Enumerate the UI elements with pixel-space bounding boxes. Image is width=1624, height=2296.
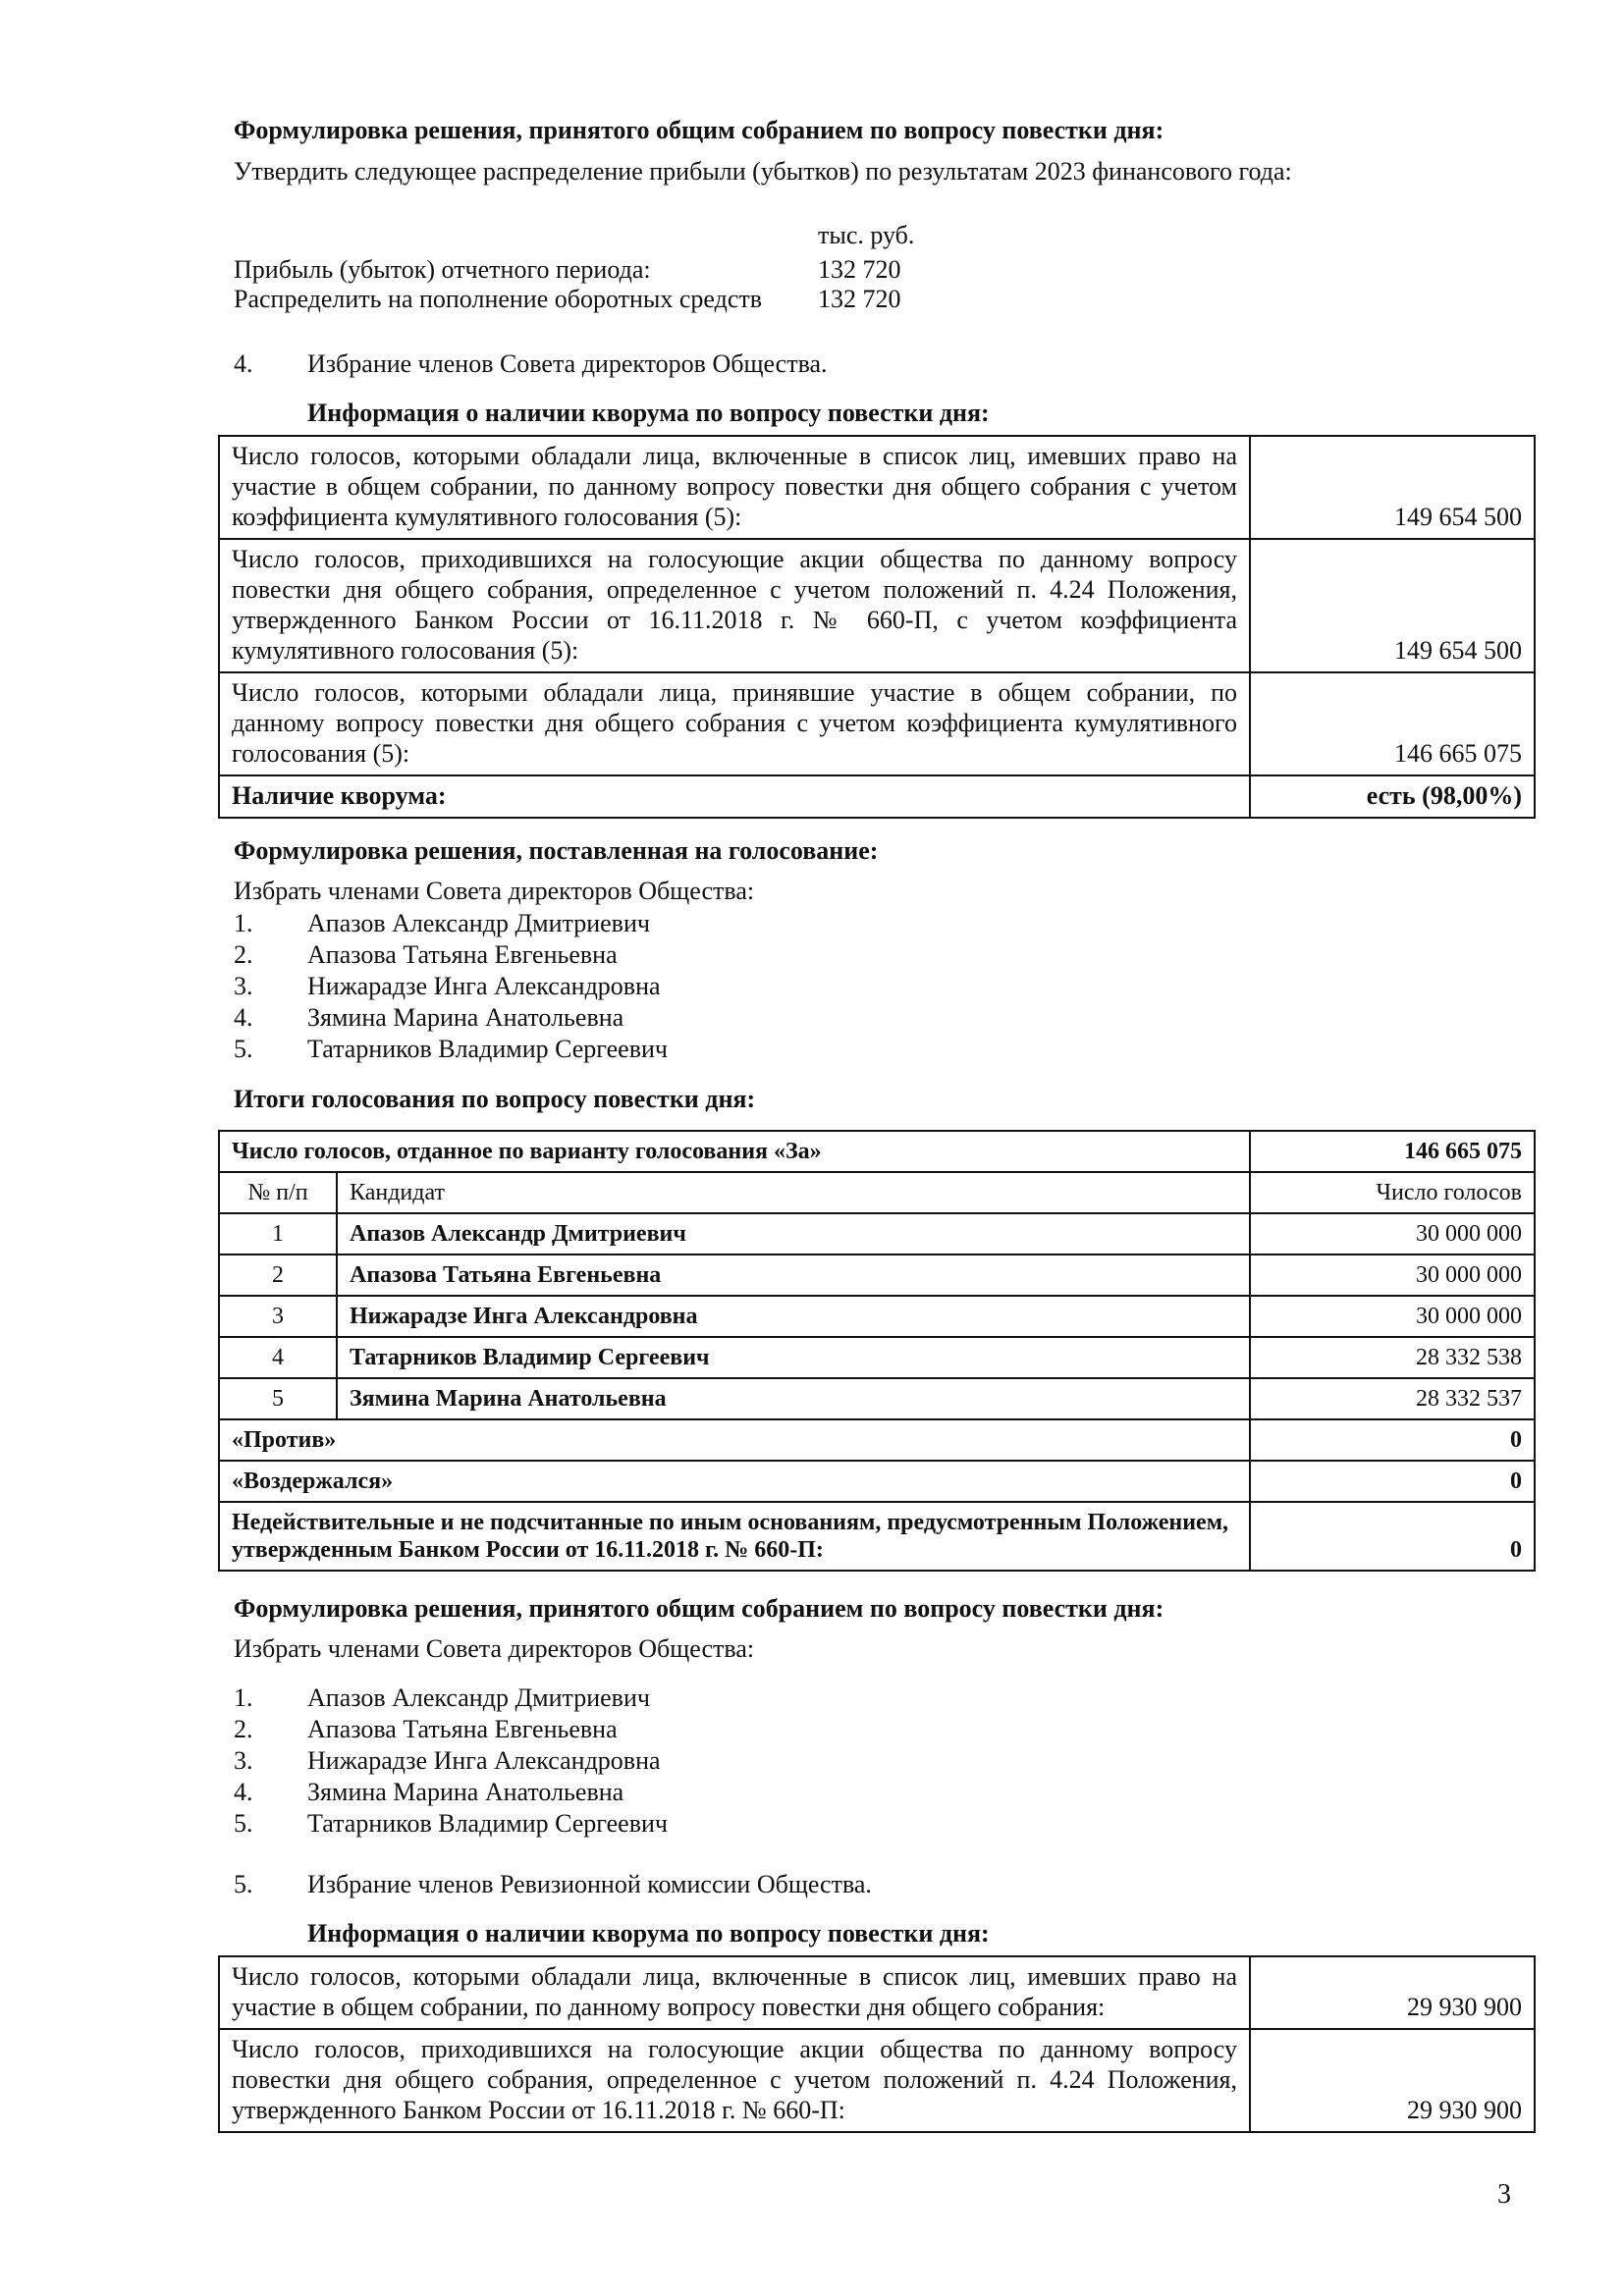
abstain-label: «Воздержался»: [219, 1461, 1250, 1502]
agenda-item-title: Избрание членов Ревизионной комиссии Общества.: [307, 1870, 872, 1898]
quorum-heading: Информация о наличии кворума по вопросу повестки дня:: [307, 399, 990, 427]
candidate-number: 3: [219, 1296, 337, 1337]
quorum-value: есть (98,00%): [1250, 775, 1535, 818]
col-candidate-header: Кандидат: [337, 1172, 1250, 1213]
agenda-item-title: Избрание членов Совета директоров Общества.: [307, 349, 828, 378]
table-row: [219, 1461, 1535, 1502]
candidate-name: Нижарадзе Инга Александровна: [337, 1296, 1250, 1337]
table-row: [219, 775, 1535, 818]
table-row: [219, 1296, 1535, 1337]
col-number-header: № п/п: [219, 1172, 337, 1213]
candidate-name: Апазов Александр Дмитриевич: [337, 1213, 1250, 1255]
quorum-row-text: Число голосов, приходившихся на голосующие акции общества по данному вопросу повестки дня общего собрания, определенное с учетом положений п. 4.24 Положения, утвержденного Банком России от 16.11.2018 г. № 660-П, с учетом коэффициента кумулятивного голосования (5):: [219, 539, 1250, 672]
abstain-value: 0: [1250, 1461, 1535, 1502]
table-row: [219, 1337, 1535, 1378]
quorum-row-value: 149 654 500: [1250, 539, 1535, 672]
for-value: 146 665 075: [1250, 1131, 1535, 1172]
candidate-votes: 30 000 000: [1250, 1296, 1535, 1337]
table-row: [219, 672, 1535, 775]
candidate-votes: 28 332 538: [1250, 1337, 1535, 1378]
quorum-heading: Информация о наличии кворума по вопросу повестки дня:: [307, 1919, 990, 1948]
table-row: [219, 1378, 1535, 1419]
col-votes-header: Число голосов: [1250, 1172, 1535, 1213]
quorum-table: [218, 435, 1536, 819]
candidate-name: Апазова Татьяна Евгеньевна: [337, 1255, 1250, 1296]
candidate-number: 4: [219, 1337, 337, 1378]
invalid-label: Недействительные и не подсчитанные по иным основаниям, предусмотренным Положением, утвержденным Банком России от 16.11.2018 г. № 660-П:: [219, 1502, 1250, 1571]
table-row: [219, 1255, 1535, 1296]
profit-label: Прибыль (убыток) отчетного периода:: [234, 255, 651, 284]
quorum-row-text: Число голосов, которыми обладали лица, включенные в список лиц, имевших право на участие в общем собрании, по данному вопросу повестки дня общего собрания:: [219, 1956, 1250, 2029]
decision-text: Утвердить следующее распределение прибыли (убытков) по результатам 2023 финансового года:: [234, 157, 1292, 186]
quorum-row-value: 29 930 900: [1250, 1956, 1535, 2029]
page-number: 3: [1497, 2179, 1511, 2210]
candidate-name: Татарников Владимир Сергеевич: [337, 1337, 1250, 1378]
table-row: [219, 1213, 1535, 1255]
document-page: Формулировка решения, принятого общим собранием по вопросу повестки дня: Утвердить следующее распределение прибыли (убытков) по результатам 2023 финансового года: тыс. руб. Прибыль (убыток) отчетного периода: 132 720 Распределить на пополнение оборотных средств 132 720 4. Избрание членов Совета директоров Общества. Информация о наличии кворума по вопросу повестки дня: Число голосов, которыми обладали лица, включенные в список лиц, имевших право на участие в общем собрании, по данному вопросу повестки дня общего собрания с учетом коэффициента кумулятивного голосования (5): 149 654 500 Число голосов, приходившихся на голосующие акции общества по данному вопросу повестки дня общего собрания, определенное с учетом положений п. 4.24 Положения, утвержденного Банком России от 16.11.2018 г. № 660-П, с учетом коэффициента кумулятивного голосования (5): 149 654 500 Число голосов, которыми обладали лица, принявшие участие в общем собрании, по данному вопросу повестки дня общего собрания с учетом коэффициента кумулятивного голосования (5): 146 665 075 Наличие кворума: есть (98,00%) Формулировка решения, поставленная на голосование: Избрать членами Совета директоров Общества: 1. Апазов Александр Дмитриевич 2. Апазова Татьяна Евгеньевна 3. Нижарадзе Инга Александровна 4. Зямина Марина Анатольевна 5. Татарников Владимир Сергеевич Итоги голосования по вопросу повестки дня: Число голосов, отданное по варианту голосования «За» 146 665 075 № п/п Кандидат Число голосов 1 Апазов Александр Дмитриевич 30 000 000 2 Апазова Татьяна Евгеньевна 30 000 000 3 Нижарадзе Инга Александровна 30 000 000 4 Татарников Владимир Сергеевич 28 332 538 5 Зямина Марина Анатольевна 28 332 537 «Против» 0 «Воздержался» 0 Недействительные и не подсчитанные по иным основаниям, предусмотренным Положением, утвержденным Банком России от 16.11.2018 г. № 660-П: 0 Формулировка решения, принятого общим собранием по вопросу повестки дня: Избрать членами Совета директоров Общества: 1. Апазов Александр Дмитриевич 2. Апазова Татьяна Евгеньевна 3. Нижарадзе Инга Александровна 4. Зямина Марина Анатольевна 5. Татарников Владимир Сергеевич 5. Избрание членов Ревизионной комиссии Общества. Информация о наличии кворума по вопросу повестки дня: Число голосов, которыми обладали лица, включенные в список лиц, имевших право на участие в общем собрании, по данному вопросу повестки дня общего собрания: 29 930 900 Число голосов, приходившихся на голосующие акции общества по данному вопросу повестки дня общего собрания, определенное с учетом положений п. 4.24 Положения, утвержденного Банком России от 16.11.2018 г. № 660-П: 29 930 900 3: [0, 0, 1624, 2296]
candidate-votes: 30 000 000: [1250, 1213, 1535, 1255]
quorum-label: Наличие кворума:: [219, 775, 1250, 818]
candidate-name: Зямина Марина Анатольевна: [337, 1378, 1250, 1419]
for-label: Число голосов, отданное по варианту голосования «За»: [219, 1131, 1250, 1172]
table-row: [219, 1419, 1535, 1461]
table-row: [219, 1956, 1535, 2029]
quorum-row-value: 146 665 075: [1250, 672, 1535, 775]
table-row: [219, 539, 1535, 672]
agenda-item-number: 5.: [234, 1870, 253, 1898]
table-row: [219, 2029, 1535, 2132]
decision-heading: Формулировка решения, принятого общим собранием по вопросу повестки дня:: [234, 116, 1164, 144]
candidate-votes: 30 000 000: [1250, 1255, 1535, 1296]
quorum-row-text: Число голосов, которыми обладали лица, включенные в список лиц, имевших право на участие в общем собрании, по данному вопросу повестки дня общего собрания с учетом коэффициента кумулятивного голосования (5):: [219, 436, 1250, 539]
invalid-value: 0: [1250, 1502, 1535, 1571]
quorum-row-text: Число голосов, которыми обладали лица, принявшие участие в общем собрании, по данному вопросу повестки дня общего собрания с учетом коэффициента кумулятивного голосования (5):: [219, 672, 1250, 775]
results-heading: Итоги голосования по вопросу повестки дня:: [234, 1085, 756, 1113]
against-label: «Против»: [219, 1419, 1250, 1461]
quorum-row-text: Число голосов, приходившихся на голосующие акции общества по данному вопросу повестки дня общего собрания, определенное с учетом положений п. 4.24 Положения, утвержденного Банком России от 16.11.2018 г. № 660-П:: [219, 2029, 1250, 2132]
table-row: [219, 1502, 1535, 1571]
candidate-number: 1: [219, 1213, 337, 1255]
table-row: [219, 436, 1535, 539]
distribution-label: Распределить на пополнение оборотных средств: [234, 285, 763, 313]
unit-label: тыс. руб.: [818, 221, 915, 249]
distribution-value: 132 720: [818, 285, 901, 313]
profit-value: 132 720: [818, 255, 901, 284]
quorum-row-value: 29 930 900: [1250, 2029, 1535, 2132]
proposal-heading: Формулировка решения, поставленная на голосование:: [234, 836, 879, 865]
candidate-number: 2: [219, 1255, 337, 1296]
table-row: [219, 1172, 1535, 1213]
decision-heading: Формулировка решения, принятого общим собранием по вопросу повестки дня:: [234, 1594, 1164, 1623]
against-value: 0: [1250, 1419, 1535, 1461]
voting-results-table: [218, 1130, 1536, 1572]
proposal-text: Избрать членами Совета директоров Общества:: [234, 877, 755, 905]
quorum-table-item5: [218, 1955, 1536, 2133]
decision-text: Избрать членами Совета директоров Общества:: [234, 1634, 755, 1663]
table-row: [219, 1131, 1535, 1172]
candidate-votes: 28 332 537: [1250, 1378, 1535, 1419]
agenda-item-number: 4.: [234, 349, 253, 378]
quorum-row-value: 149 654 500: [1250, 436, 1535, 539]
candidate-number: 5: [219, 1378, 337, 1419]
